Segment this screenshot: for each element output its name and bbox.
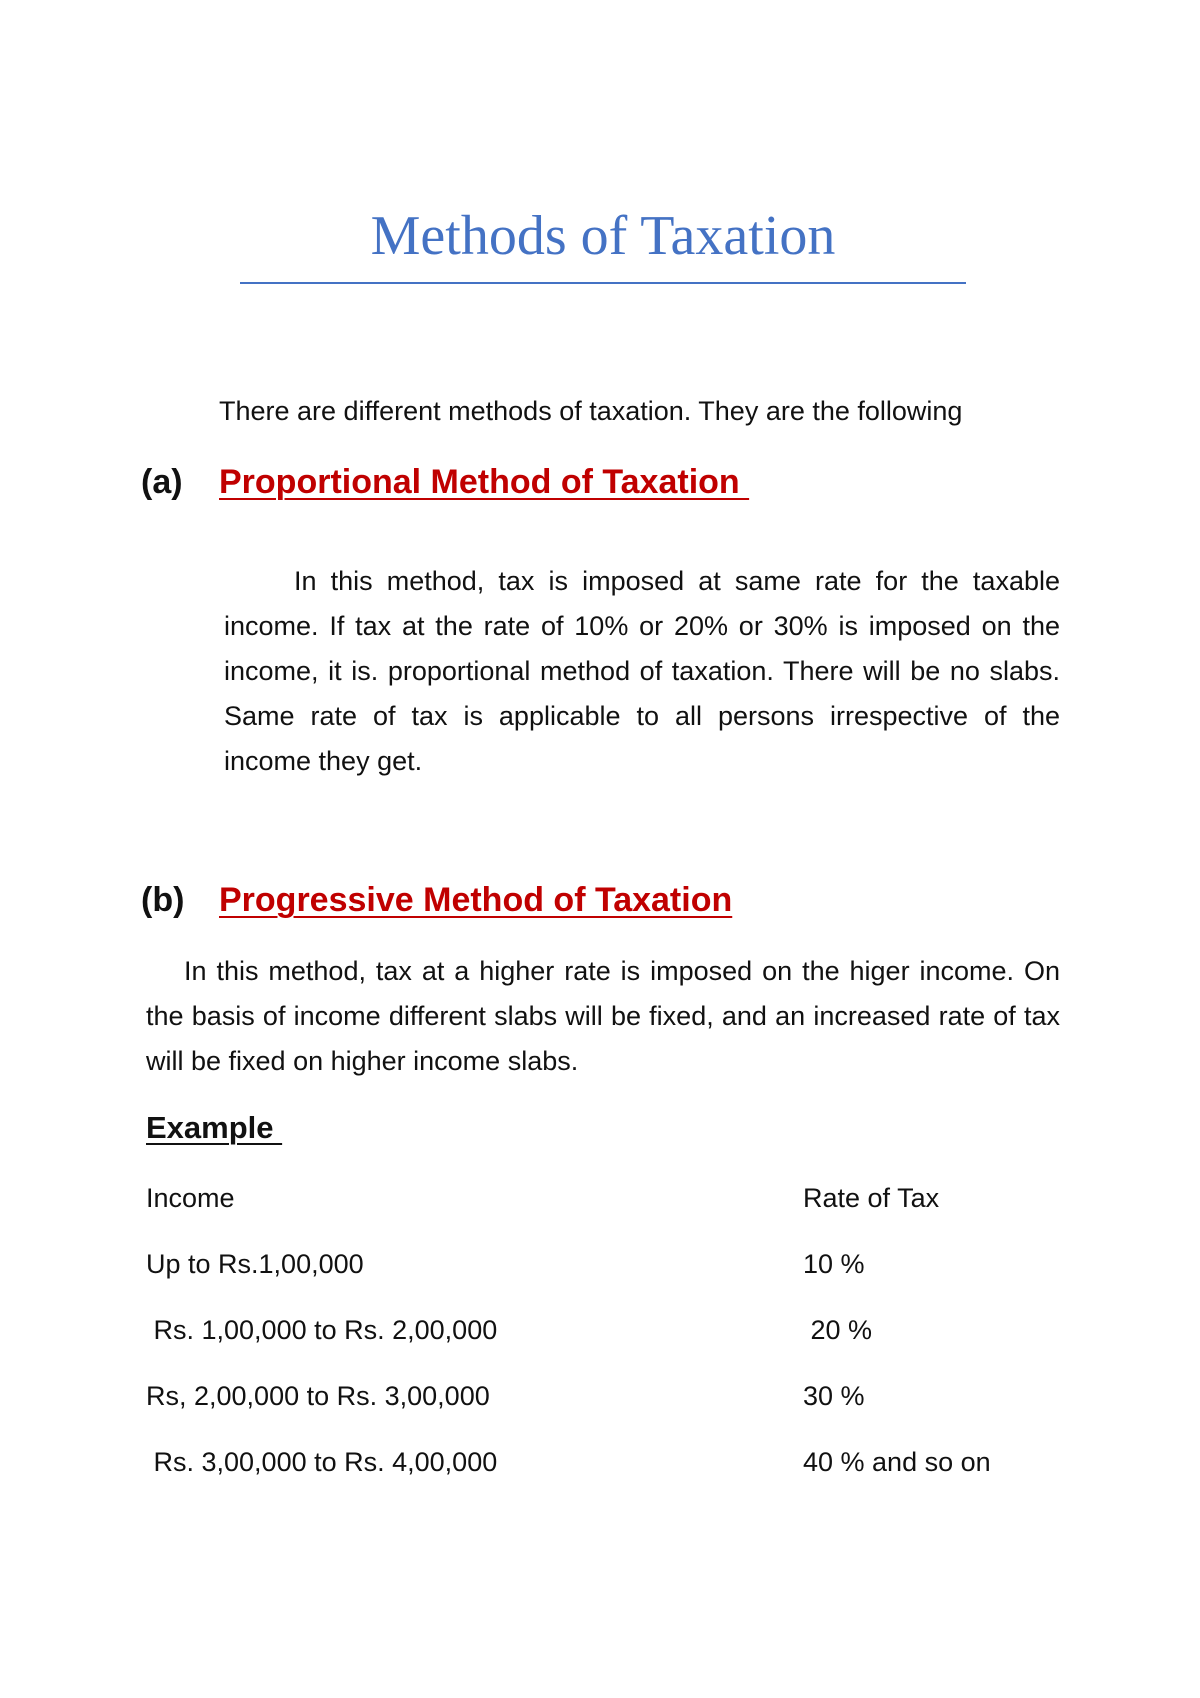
table-header-row bbox=[146, 1180, 1046, 1246]
rate-cell: 40 % and so on bbox=[803, 1447, 991, 1477]
income-cell: Rs. 1,00,000 to Rs. 2,00,000 bbox=[146, 1315, 498, 1345]
tax-rate-table bbox=[146, 1180, 1046, 1510]
column-header-income: Income bbox=[146, 1183, 235, 1213]
example-heading: Example bbox=[146, 1110, 283, 1145]
table-row bbox=[146, 1444, 1046, 1510]
income-cell: Up to Rs.1,00,000 bbox=[146, 1249, 364, 1279]
section-heading-label: Proportional Method of Taxation bbox=[219, 463, 750, 501]
section-heading-proportional bbox=[141, 465, 749, 499]
section-marker: (b) bbox=[141, 881, 185, 919]
income-cell: Rs, 2,00,000 to Rs. 3,00,000 bbox=[146, 1381, 490, 1411]
section-marker: (a) bbox=[141, 463, 183, 501]
table-row bbox=[146, 1378, 1046, 1444]
proportional-method-paragraph: In this method, tax is imposed at same rate for the taxable income. If tax at the rate of 10% or 20% or 30% is imposed on the income, it is. proportional method of taxation. There will be no slabs. Same rate of tax is applicable to all persons irrespective of the income they get. bbox=[224, 566, 1060, 776]
column-header-rate: Rate of Tax bbox=[803, 1183, 940, 1213]
rate-cell: 10 % bbox=[803, 1249, 865, 1279]
section-heading-label: Progressive Method of Taxation bbox=[219, 881, 733, 919]
income-cell: Rs. 3,00,000 to Rs. 4,00,000 bbox=[146, 1447, 498, 1477]
rate-cell: 30 % bbox=[803, 1381, 865, 1411]
table-row bbox=[146, 1246, 1046, 1312]
rate-cell: 20 % bbox=[803, 1315, 873, 1345]
section-heading-progressive bbox=[141, 883, 732, 917]
table-row bbox=[146, 1312, 1046, 1378]
title-underline-rule bbox=[240, 282, 966, 284]
intro-paragraph: There are different methods of taxation. They are the following bbox=[219, 396, 963, 426]
page-title: Methods of Taxation bbox=[370, 205, 836, 267]
progressive-method-paragraph: In this method, tax at a higher rate is imposed on the higer income. On the basis of income different slabs will be fixed, and an increased rate of tax will be fixed on higher income slabs. bbox=[146, 956, 1060, 1076]
